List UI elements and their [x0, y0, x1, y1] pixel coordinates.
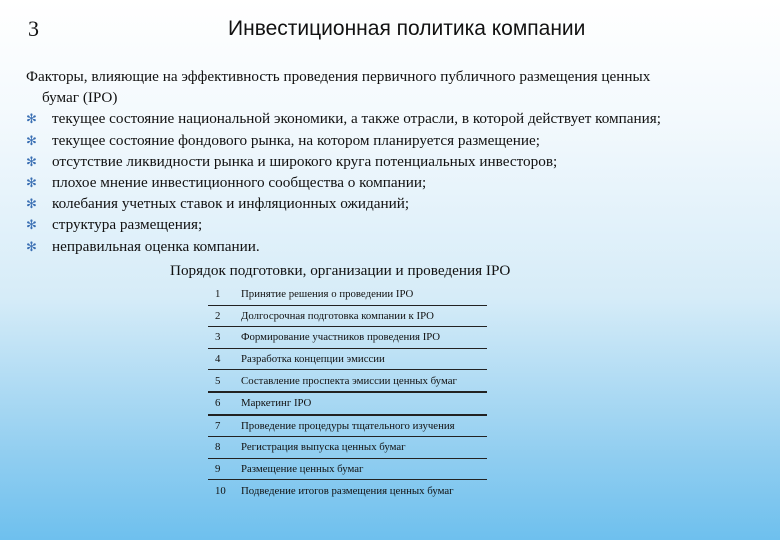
step-label: Формирование участников проведения IPO [241, 327, 487, 349]
step-number: 5 [208, 370, 241, 392]
factor-text: текущее состояние национальной экономики, а также отрасли, в которой действует компания; [52, 110, 662, 128]
step-label: Подведение итогов размещения ценных бумаг [241, 484, 454, 497]
table-row [208, 437, 487, 459]
step-label: Составление проспекта эмиссии ценных бумаг [241, 370, 487, 392]
factor-text: текущее состояние фондового рынка, на котором планируется размещение; [52, 131, 540, 149]
slide-number: 3 [28, 16, 39, 41]
step-label: Размещение ценных бумаг [241, 458, 487, 480]
factor-text: отсутствие ликвидности рынка и широкого круга потенциальных инвесторов; [52, 152, 558, 170]
list-item [24, 130, 776, 151]
ipo-order-title: Порядок подготовки, организации и проведения IPO [170, 262, 511, 279]
table-row [208, 327, 487, 349]
factor-text: неправильная оценка компании. [52, 237, 260, 255]
factor-text: структура размещения; [52, 216, 203, 234]
factor-text: плохое мнение инвестиционного сообщества о компании; [52, 174, 427, 192]
slide-content [24, 66, 776, 257]
asterisk-bullet-icon: ✻ [26, 111, 37, 127]
asterisk-bullet-icon: ✻ [26, 238, 37, 254]
table-row [208, 392, 487, 415]
step-number: 4 [208, 348, 241, 370]
table-row [208, 370, 487, 392]
list-item [24, 193, 776, 214]
step-number: 9 [208, 458, 241, 480]
asterisk-bullet-icon: ✻ [26, 175, 37, 191]
step-number: 2 [208, 305, 241, 327]
list-item [24, 151, 776, 172]
asterisk-bullet-icon: ✻ [26, 196, 37, 212]
slide-title: Инвестиционная политика компании [228, 17, 586, 40]
table-row [208, 458, 487, 480]
ipo-steps-table [208, 284, 487, 501]
table-row [208, 480, 487, 501]
step-number: 1 [208, 284, 241, 305]
step-label: Регистрация выпуска ценных бумаг [241, 437, 487, 459]
table-row [208, 305, 487, 327]
table-row [208, 415, 487, 437]
list-item [24, 214, 776, 235]
step-label: Принятие решения о проведении IPO [241, 284, 487, 305]
step-label: Проведение процедуры тщательного изучения [241, 415, 487, 437]
step-number: 8 [208, 437, 241, 459]
list-item [24, 172, 776, 193]
step-label: Разработка концепции эмиссии [241, 348, 487, 370]
list-item [24, 108, 776, 129]
table-row [208, 284, 487, 305]
step-number: 6 [208, 392, 241, 415]
asterisk-bullet-icon: ✻ [26, 217, 37, 233]
asterisk-bullet-icon: ✻ [26, 132, 37, 148]
factors-heading-line1: Факторы, влияющие на эффективность проведения первичного публичного размещения ценных [26, 68, 651, 85]
factors-heading-line2: бумаг (IPO) [42, 89, 118, 107]
table-row [208, 348, 487, 370]
list-item [24, 236, 776, 257]
factors-list [24, 108, 776, 256]
asterisk-bullet-icon: ✻ [26, 153, 37, 169]
factor-text: колебания учетных ставок и инфляционных ожиданий; [52, 195, 410, 213]
step-number: 7 [208, 415, 241, 437]
step-label: Долгосрочная подготовка компании к IPO [241, 305, 487, 327]
step-label: Маркетинг IPO [241, 392, 487, 415]
step-number: 3 [208, 327, 241, 349]
factors-heading [24, 66, 776, 108]
step-number: 10 [215, 484, 226, 497]
